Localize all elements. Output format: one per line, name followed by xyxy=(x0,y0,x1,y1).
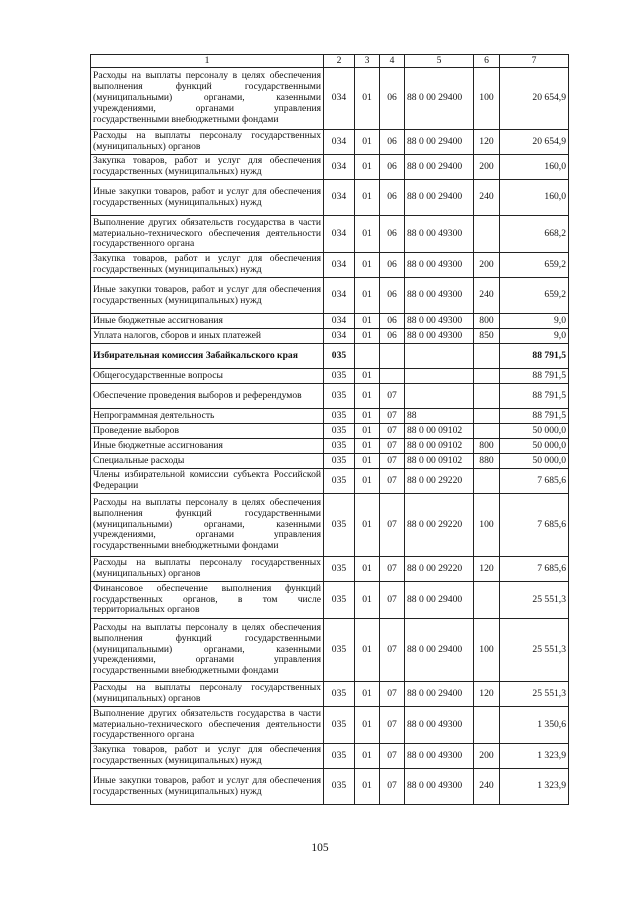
row-target-article-cell: 88 0 00 09102 xyxy=(405,424,474,439)
row-target-article-cell: 88 0 00 29400 xyxy=(405,682,474,707)
row-amount-cell: 7 685,6 xyxy=(500,469,569,494)
row-name-cell: Непрограммная деятельность xyxy=(91,409,324,424)
table-row xyxy=(91,409,569,424)
row-expense-type-cell xyxy=(474,344,500,369)
row-expense-type-cell: 850 xyxy=(474,329,500,344)
row-name-cell: Закупка товаров, работ и услуг для обеспечения государственных (муниципальных) нужд xyxy=(91,253,324,278)
row-subsection-cell: 07 xyxy=(380,409,405,424)
row-name-cell: Иные закупки товаров, работ и услуг для обеспечения государственных (муниципальных) нужд xyxy=(91,278,324,314)
row-target-article-cell: 88 0 00 49300 xyxy=(405,253,474,278)
header-cell: 2 xyxy=(324,55,355,68)
row-name-cell: Расходы на выплаты персоналу государственных (муниципальных) органов xyxy=(91,557,324,582)
row-subsection-cell: 07 xyxy=(380,682,405,707)
row-section-cell: 01 xyxy=(355,707,380,744)
row-expense-type-cell: 120 xyxy=(474,130,500,155)
row-subsection-cell: 07 xyxy=(380,384,405,409)
table-row xyxy=(91,344,569,369)
row-admin-code-cell: 035 xyxy=(324,344,355,369)
header-cell: 4 xyxy=(380,55,405,68)
header-cell: 7 xyxy=(500,55,569,68)
row-expense-type-cell: 240 xyxy=(474,769,500,805)
row-section-cell: 01 xyxy=(355,424,380,439)
table-row xyxy=(91,469,569,494)
table-row xyxy=(91,68,569,130)
row-expense-type-cell xyxy=(474,582,500,619)
row-amount-cell: 88 791,5 xyxy=(500,344,569,369)
row-section-cell: 01 xyxy=(355,582,380,619)
row-amount-cell: 88 791,5 xyxy=(500,384,569,409)
row-amount-cell: 7 685,6 xyxy=(500,557,569,582)
row-expense-type-cell: 120 xyxy=(474,682,500,707)
row-section-cell: 01 xyxy=(355,409,380,424)
row-subsection-cell: 07 xyxy=(380,619,405,682)
row-amount-cell: 160,0 xyxy=(500,155,569,180)
table-row xyxy=(91,769,569,805)
row-expense-type-cell xyxy=(474,384,500,409)
header-cell: 6 xyxy=(474,55,500,68)
row-subsection-cell: 06 xyxy=(380,329,405,344)
row-expense-type-cell: 800 xyxy=(474,314,500,329)
row-section-cell xyxy=(355,344,380,369)
row-section-cell: 01 xyxy=(355,682,380,707)
row-subsection-cell xyxy=(380,344,405,369)
row-target-article-cell xyxy=(405,369,474,384)
row-expense-type-cell: 200 xyxy=(474,253,500,278)
row-section-cell: 01 xyxy=(355,130,380,155)
row-subsection-cell: 06 xyxy=(380,68,405,130)
row-name-cell: Выполнение других обязательств государства в части материально-технического обеспечения деятельности государственного органа xyxy=(91,216,324,253)
row-admin-code-cell: 035 xyxy=(324,707,355,744)
budget-table-container xyxy=(90,54,568,805)
row-expense-type-cell: 200 xyxy=(474,744,500,769)
table-body xyxy=(91,68,569,805)
row-target-article-cell: 88 0 00 29400 xyxy=(405,155,474,180)
row-target-article-cell: 88 0 00 09102 xyxy=(405,454,474,469)
row-section-cell: 01 xyxy=(355,155,380,180)
row-admin-code-cell: 034 xyxy=(324,68,355,130)
row-amount-cell: 160,0 xyxy=(500,180,569,216)
table-row xyxy=(91,384,569,409)
row-section-cell: 01 xyxy=(355,454,380,469)
row-section-cell: 01 xyxy=(355,384,380,409)
row-name-cell: Закупка товаров, работ и услуг для обеспечения государственных (муниципальных) нужд xyxy=(91,744,324,769)
table-row xyxy=(91,278,569,314)
row-target-article-cell xyxy=(405,384,474,409)
row-amount-cell: 88 791,5 xyxy=(500,409,569,424)
table-row xyxy=(91,619,569,682)
row-target-article-cell xyxy=(405,344,474,369)
row-target-article-cell: 88 0 00 49300 xyxy=(405,769,474,805)
row-section-cell: 01 xyxy=(355,469,380,494)
row-subsection-cell: 07 xyxy=(380,707,405,744)
row-name-cell: Проведение выборов xyxy=(91,424,324,439)
table-row xyxy=(91,494,569,557)
row-amount-cell: 88 791,5 xyxy=(500,369,569,384)
row-amount-cell: 50 000,0 xyxy=(500,424,569,439)
row-subsection-cell: 07 xyxy=(380,769,405,805)
row-target-article-cell: 88 0 00 49300 xyxy=(405,329,474,344)
row-target-article-cell: 88 0 00 49300 xyxy=(405,744,474,769)
row-amount-cell: 9,0 xyxy=(500,329,569,344)
row-subsection-cell xyxy=(380,369,405,384)
row-section-cell: 01 xyxy=(355,439,380,454)
header-cell: 3 xyxy=(355,55,380,68)
row-admin-code-cell: 035 xyxy=(324,494,355,557)
row-subsection-cell: 06 xyxy=(380,130,405,155)
row-section-cell: 01 xyxy=(355,744,380,769)
row-amount-cell: 659,2 xyxy=(500,278,569,314)
row-admin-code-cell: 035 xyxy=(324,619,355,682)
row-section-cell: 01 xyxy=(355,216,380,253)
row-subsection-cell: 06 xyxy=(380,216,405,253)
row-section-cell: 01 xyxy=(355,329,380,344)
row-amount-cell: 50 000,0 xyxy=(500,439,569,454)
row-section-cell: 01 xyxy=(355,253,380,278)
row-admin-code-cell: 035 xyxy=(324,409,355,424)
row-expense-type-cell: 880 xyxy=(474,454,500,469)
table-row xyxy=(91,253,569,278)
row-amount-cell: 659,2 xyxy=(500,253,569,278)
row-admin-code-cell: 034 xyxy=(324,216,355,253)
row-admin-code-cell: 034 xyxy=(324,130,355,155)
row-subsection-cell: 07 xyxy=(380,424,405,439)
row-section-cell: 01 xyxy=(355,68,380,130)
row-target-article-cell: 88 0 00 29220 xyxy=(405,469,474,494)
row-name-cell: Расходы на выплаты персоналу государственных (муниципальных) органов xyxy=(91,682,324,707)
header-cell: 5 xyxy=(405,55,474,68)
row-name-cell: Члены избирательной комиссии субъекта Российской Федерации xyxy=(91,469,324,494)
row-expense-type-cell: 800 xyxy=(474,439,500,454)
row-expense-type-cell xyxy=(474,216,500,253)
row-admin-code-cell: 034 xyxy=(324,253,355,278)
table-row xyxy=(91,130,569,155)
row-name-cell: Расходы на выплаты персоналу в целях обеспечения выполнения функций государственными (муниципальными) органами, казенными учреждениями, органами управления государственными внебюджетными фондами xyxy=(91,68,324,130)
budget-table xyxy=(90,54,569,805)
row-amount-cell: 7 685,6 xyxy=(500,494,569,557)
row-admin-code-cell: 034 xyxy=(324,329,355,344)
row-admin-code-cell: 035 xyxy=(324,469,355,494)
row-subsection-cell: 07 xyxy=(380,582,405,619)
row-target-article-cell: 88 0 00 49300 xyxy=(405,314,474,329)
row-subsection-cell: 06 xyxy=(380,155,405,180)
row-amount-cell: 25 551,3 xyxy=(500,619,569,682)
row-amount-cell: 50 000,0 xyxy=(500,454,569,469)
row-name-cell: Финансовое обеспечение выполнения функций государственных органов, в том числе территориальных органов xyxy=(91,582,324,619)
row-subsection-cell: 07 xyxy=(380,454,405,469)
row-admin-code-cell: 034 xyxy=(324,278,355,314)
row-section-cell: 01 xyxy=(355,619,380,682)
row-admin-code-cell: 035 xyxy=(324,384,355,409)
row-amount-cell: 9,0 xyxy=(500,314,569,329)
row-admin-code-cell: 035 xyxy=(324,769,355,805)
row-section-cell: 01 xyxy=(355,314,380,329)
row-name-cell: Закупка товаров, работ и услуг для обеспечения государственных (муниципальных) нужд xyxy=(91,155,324,180)
row-name-cell: Выполнение других обязательств государства в части материально-технического обеспечения деятельности государственного органа xyxy=(91,707,324,744)
row-expense-type-cell xyxy=(474,707,500,744)
row-name-cell: Расходы на выплаты персоналу в целях обеспечения выполнения функций государственными (муниципальными) органами, казенными учреждениями, органами управления государственными внебюджетными фондами xyxy=(91,494,324,557)
row-target-article-cell: 88 0 00 29400 xyxy=(405,619,474,682)
row-name-cell: Иные закупки товаров, работ и услуг для обеспечения государственных (муниципальных) нужд xyxy=(91,769,324,805)
row-amount-cell: 1 350,6 xyxy=(500,707,569,744)
table-row xyxy=(91,682,569,707)
row-expense-type-cell: 200 xyxy=(474,155,500,180)
header-cell: 1 xyxy=(91,55,324,68)
row-amount-cell: 25 551,3 xyxy=(500,582,569,619)
row-name-cell: Уплата налогов, сборов и иных платежей xyxy=(91,329,324,344)
row-section-cell: 01 xyxy=(355,494,380,557)
row-admin-code-cell: 035 xyxy=(324,454,355,469)
row-name-cell: Общегосударственные вопросы xyxy=(91,369,324,384)
row-section-cell: 01 xyxy=(355,557,380,582)
row-name-cell: Расходы на выплаты персоналу в целях обеспечения выполнения функций государственными (муниципальными) органами, казенными учреждениями, органами управления государственными внебюджетными фондами xyxy=(91,619,324,682)
row-expense-type-cell: 240 xyxy=(474,180,500,216)
row-expense-type-cell xyxy=(474,424,500,439)
row-section-cell: 01 xyxy=(355,369,380,384)
row-subsection-cell: 06 xyxy=(380,180,405,216)
row-target-article-cell: 88 0 00 29400 xyxy=(405,68,474,130)
row-admin-code-cell: 035 xyxy=(324,424,355,439)
row-subsection-cell: 07 xyxy=(380,557,405,582)
row-target-article-cell: 88 0 00 29400 xyxy=(405,582,474,619)
row-admin-code-cell: 034 xyxy=(324,155,355,180)
row-expense-type-cell xyxy=(474,469,500,494)
row-admin-code-cell: 035 xyxy=(324,682,355,707)
row-amount-cell: 20 654,9 xyxy=(500,130,569,155)
row-target-article-cell: 88 0 00 29220 xyxy=(405,494,474,557)
table-row xyxy=(91,439,569,454)
row-target-article-cell: 88 0 00 29400 xyxy=(405,180,474,216)
row-admin-code-cell: 035 xyxy=(324,557,355,582)
row-name-cell: Иные бюджетные ассигнования xyxy=(91,314,324,329)
row-subsection-cell: 06 xyxy=(380,253,405,278)
table-row xyxy=(91,582,569,619)
row-target-article-cell: 88 0 00 29400 xyxy=(405,130,474,155)
row-section-cell: 01 xyxy=(355,769,380,805)
row-expense-type-cell: 100 xyxy=(474,68,500,130)
row-amount-cell: 668,2 xyxy=(500,216,569,253)
row-subsection-cell: 07 xyxy=(380,469,405,494)
row-subsection-cell: 06 xyxy=(380,278,405,314)
header-row xyxy=(91,55,569,68)
row-name-cell: Обеспечение проведения выборов и референдумов xyxy=(91,384,324,409)
table-row xyxy=(91,557,569,582)
row-admin-code-cell: 035 xyxy=(324,744,355,769)
row-name-cell: Расходы на выплаты персоналу государственных (муниципальных) органов xyxy=(91,130,324,155)
row-target-article-cell: 88 0 00 49300 xyxy=(405,707,474,744)
table-row xyxy=(91,424,569,439)
row-admin-code-cell: 034 xyxy=(324,180,355,216)
table-row xyxy=(91,369,569,384)
row-name-cell: Иные бюджетные ассигнования xyxy=(91,439,324,454)
row-admin-code-cell: 035 xyxy=(324,439,355,454)
row-subsection-cell: 07 xyxy=(380,744,405,769)
row-admin-code-cell: 035 xyxy=(324,369,355,384)
table-row xyxy=(91,707,569,744)
row-section-cell: 01 xyxy=(355,180,380,216)
table-row xyxy=(91,329,569,344)
page-number: 105 xyxy=(311,842,329,854)
row-subsection-cell: 07 xyxy=(380,494,405,557)
row-expense-type-cell xyxy=(474,409,500,424)
table-row xyxy=(91,155,569,180)
row-section-cell: 01 xyxy=(355,278,380,314)
row-admin-code-cell: 035 xyxy=(324,582,355,619)
row-name-cell: Иные закупки товаров, работ и услуг для обеспечения государственных (муниципальных) нужд xyxy=(91,180,324,216)
row-subsection-cell: 07 xyxy=(380,439,405,454)
row-expense-type-cell: 100 xyxy=(474,619,500,682)
row-expense-type-cell xyxy=(474,369,500,384)
table-row xyxy=(91,216,569,253)
table-row xyxy=(91,744,569,769)
table-row xyxy=(91,180,569,216)
row-target-article-cell: 88 xyxy=(405,409,474,424)
table-row xyxy=(91,454,569,469)
row-amount-cell: 1 323,9 xyxy=(500,744,569,769)
row-amount-cell: 25 551,3 xyxy=(500,682,569,707)
row-target-article-cell: 88 0 00 49300 xyxy=(405,216,474,253)
row-name-cell: Избирательная комиссия Забайкальского края xyxy=(91,344,324,369)
row-expense-type-cell: 100 xyxy=(474,494,500,557)
row-expense-type-cell: 240 xyxy=(474,278,500,314)
row-amount-cell: 20 654,9 xyxy=(500,68,569,130)
row-admin-code-cell: 034 xyxy=(324,314,355,329)
row-target-article-cell: 88 0 00 09102 xyxy=(405,439,474,454)
row-expense-type-cell: 120 xyxy=(474,557,500,582)
row-target-article-cell: 88 0 00 29220 xyxy=(405,557,474,582)
row-amount-cell: 1 323,9 xyxy=(500,769,569,805)
table-row xyxy=(91,314,569,329)
row-name-cell: Специальные расходы xyxy=(91,454,324,469)
row-subsection-cell: 06 xyxy=(380,314,405,329)
row-target-article-cell: 88 0 00 49300 xyxy=(405,278,474,314)
